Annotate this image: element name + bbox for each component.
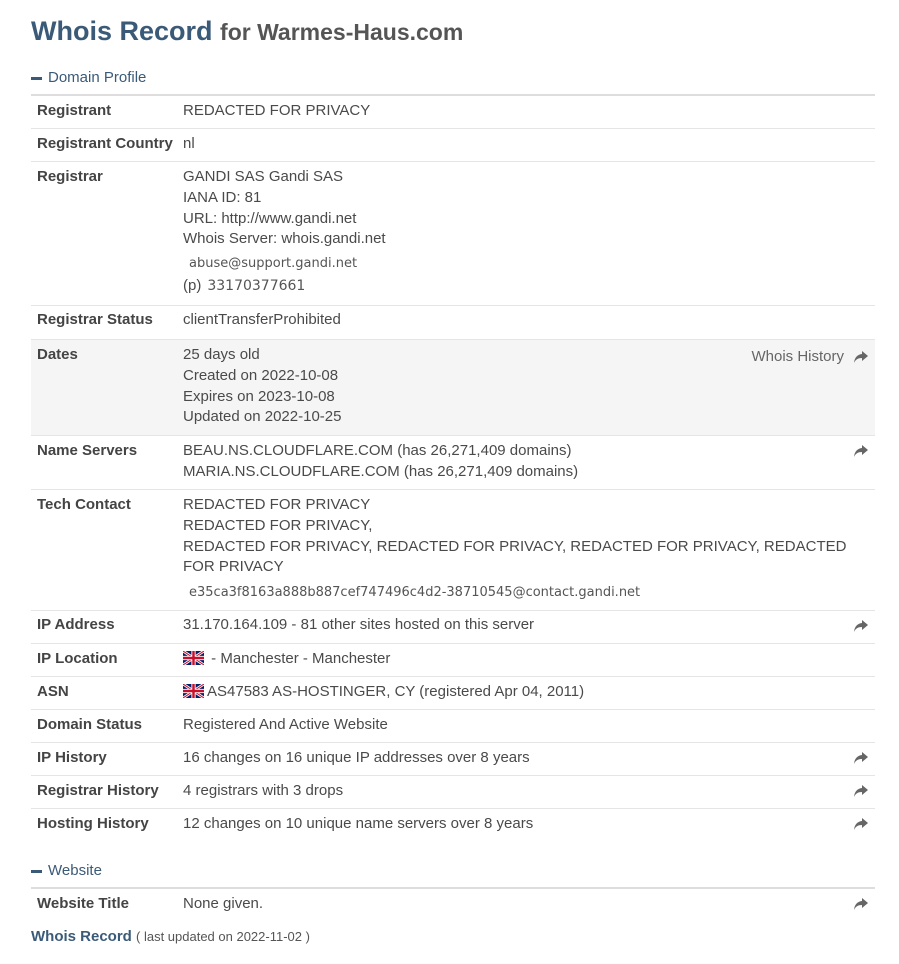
registrar-value	[183, 167, 875, 305]
name-servers-value	[183, 441, 875, 489]
page-title-domain: for Warmes-Haus.com	[220, 19, 464, 45]
uk-flag-icon	[183, 651, 204, 665]
registrar-phone-prefix: (p)	[183, 276, 202, 294]
whois-history-link[interactable]	[751, 347, 869, 368]
ip-address-label: IP Address	[37, 616, 115, 633]
website-title-share-icon[interactable]	[853, 897, 869, 911]
registrar-name: GANDI SAS Gandi SAS	[183, 168, 344, 185]
dates-label: Dates	[37, 346, 78, 363]
dates-created: Created on 2022-10-08	[183, 366, 339, 384]
name-server-2: MARIA.NS.CLOUDFLARE.COM (has 26,271,409 domains)	[183, 462, 579, 480]
ip-history-value: 16 changes on 16 unique IP addresses over 8 years	[183, 749, 530, 766]
row-website-title	[31, 889, 875, 922]
dates-expires: Expires on 2023-10-08	[183, 387, 335, 405]
whois-history-label: Whois History	[751, 348, 844, 365]
asn-value	[183, 682, 875, 709]
website-title-label: Website Title	[37, 895, 129, 912]
registrar-label: Registrar	[37, 168, 103, 185]
tech-contact-value	[183, 495, 875, 610]
ip-location-value	[183, 649, 875, 676]
row-ip-history	[31, 743, 875, 776]
dates-age: 25 days old	[183, 346, 260, 363]
registrar-history-label: Registrar History	[37, 782, 159, 799]
row-hosting-history	[31, 809, 875, 842]
registrar-status-label: Registrar Status	[37, 311, 153, 328]
whois-page	[31, 0, 875, 945]
tech-contact-name: REDACTED FOR PRIVACY	[183, 496, 371, 513]
asn-text: AS47583 AS-HOSTINGER, CY (registered Apr 04, 2011)	[207, 683, 585, 700]
row-registrant-country	[31, 129, 875, 162]
hosting-history-label: Hosting History	[37, 815, 149, 832]
footer	[31, 928, 875, 945]
ip-location-label: IP Location	[37, 650, 118, 667]
page-title	[31, 0, 875, 48]
registrar-whois-server: Whois Server: whois.gandi.net	[183, 230, 386, 248]
registrant-country-label: Registrant Country	[37, 135, 173, 152]
asn-label: ASN	[37, 683, 69, 700]
website-table	[31, 889, 875, 922]
ip-location-text: - Manchester - Manchester	[207, 650, 391, 667]
row-ip-location	[31, 644, 875, 677]
registrar-email-line	[183, 253, 835, 275]
last-updated-note: ( last updated on 2022-11-02 )	[136, 929, 310, 944]
name-servers-label: Name Servers	[37, 442, 138, 459]
website-toggle[interactable]	[31, 855, 875, 889]
share-arrow-icon	[853, 350, 869, 364]
website-title-value: None given.	[183, 895, 264, 912]
registrar-email: abuse@support.gandi.net	[189, 256, 358, 272]
whois-record-link[interactable]: Whois Record	[31, 928, 132, 945]
dates-updated: Updated on 2022-10-25	[183, 408, 342, 426]
row-name-servers	[31, 436, 875, 490]
row-tech-contact	[31, 490, 875, 611]
registrant-country-value: nl	[183, 135, 195, 152]
registrar-status-value: clientTransferProhibited	[183, 311, 341, 328]
registrar-url: URL: http://www.gandi.net	[183, 209, 357, 227]
row-ip-address	[31, 611, 875, 644]
tech-contact-org: REDACTED FOR PRIVACY,	[183, 516, 373, 534]
registrar-history-value: 4 registrars with 3 drops	[183, 782, 344, 799]
domain-profile-table	[31, 96, 875, 842]
row-registrar	[31, 162, 875, 306]
tech-contact-label: Tech Contact	[37, 496, 131, 513]
row-registrar-status	[31, 306, 875, 340]
tech-contact-address: REDACTED FOR PRIVACY, REDACTED FOR PRIVACY, REDACTED FOR PRIVACY, REDACTED FOR PRIVACY	[183, 537, 847, 576]
ip-history-share-icon[interactable]	[853, 751, 869, 765]
registrar-history-share-icon[interactable]	[853, 784, 869, 798]
row-domain-status	[31, 710, 875, 743]
domain-profile-toggle[interactable]	[31, 62, 875, 96]
hosting-history-value: 12 changes on 10 unique name servers over 8 years	[183, 815, 534, 832]
domain-status-value: Registered And Active Website	[183, 716, 388, 733]
domain-profile-heading: Domain Profile	[48, 69, 147, 86]
hosting-history-share-icon[interactable]	[853, 817, 869, 831]
row-dates	[31, 340, 875, 436]
website-heading: Website	[48, 862, 102, 879]
name-server-1: BEAU.NS.CLOUDFLARE.COM (has 26,271,409 domains)	[183, 442, 572, 459]
registrar-iana: IANA ID: 81	[183, 188, 262, 206]
row-registrar-history	[31, 776, 875, 809]
registrar-phone-line	[183, 276, 835, 297]
domain-status-label: Domain Status	[37, 716, 143, 733]
row-asn	[31, 677, 875, 710]
minus-icon	[31, 870, 42, 873]
registrant-label: Registrant	[37, 102, 112, 119]
name-servers-share-icon[interactable]	[853, 444, 869, 458]
ip-history-label: IP History	[37, 749, 107, 766]
minus-icon	[31, 77, 42, 80]
registrant-value: REDACTED FOR PRIVACY	[183, 102, 371, 119]
row-registrant	[31, 96, 875, 129]
page-title-main: Whois Record	[31, 16, 213, 46]
ip-address-value: 31.170.164.109 - 81 other sites hosted on this server	[183, 616, 535, 633]
registrar-phone: 33170377661	[207, 277, 306, 294]
ip-address-share-icon[interactable]	[853, 619, 869, 633]
tech-contact-email: e35ca3f8163a888b887cef747496c4d2-38710545@contact.gandi.net	[189, 585, 641, 601]
tech-contact-email-line	[183, 582, 865, 604]
uk-flag-icon	[183, 684, 204, 698]
